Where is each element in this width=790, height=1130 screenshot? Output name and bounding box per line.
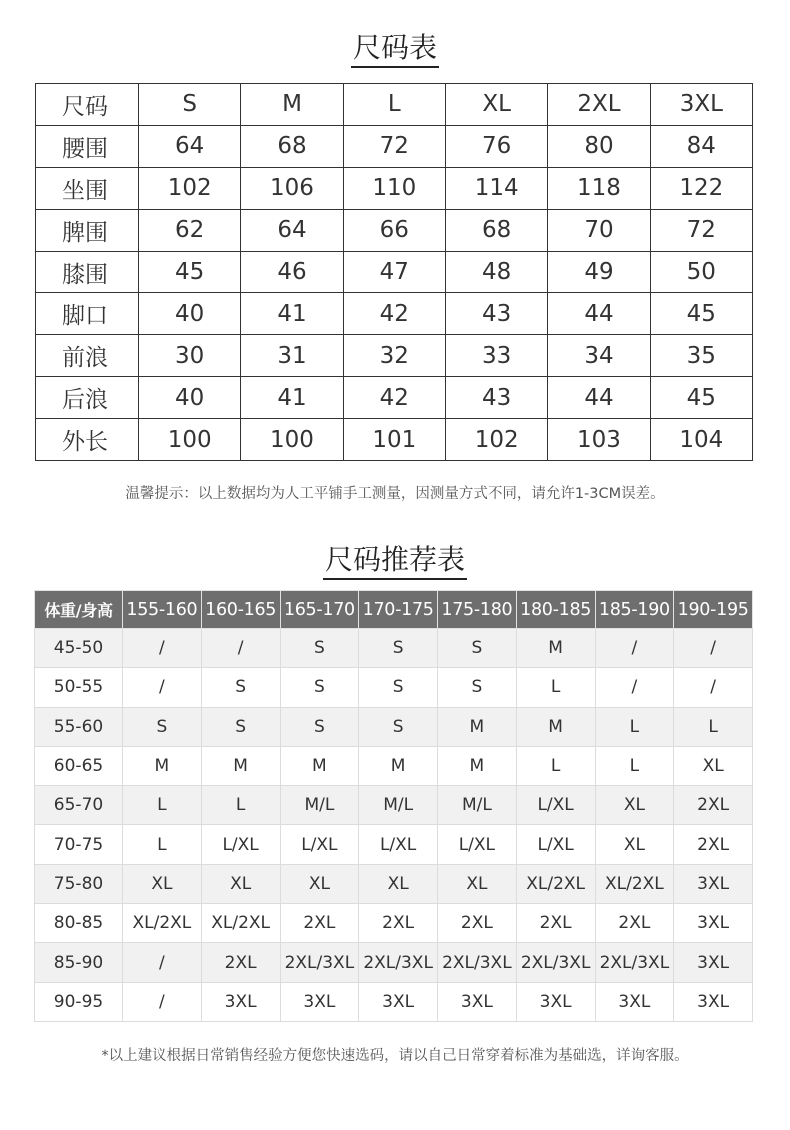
recommended-size-cell: XL — [201, 864, 280, 903]
recommended-size-cell: L/XL — [280, 825, 359, 864]
size-cell: L — [343, 84, 445, 126]
recommended-size-cell: M — [438, 707, 517, 746]
recommended-size-cell: 2XL/3XL — [595, 943, 674, 982]
recommend-row — [35, 904, 753, 943]
size-row-label: 脚口 — [36, 293, 139, 335]
recommended-size-cell: / — [674, 668, 753, 707]
recommended-size-cell: S — [280, 707, 359, 746]
measurement-note: 温馨提示：以上数据均为人工平铺手工测量，因测量方式不同，请允许1-3CM误差。 — [125, 486, 665, 502]
recommended-size-cell: S — [359, 629, 438, 668]
size-cell: 110 — [343, 167, 445, 209]
recommended-size-cell: L — [123, 825, 202, 864]
recommended-size-cell: / — [123, 668, 202, 707]
size-cell: 100 — [241, 419, 343, 461]
recommended-size-cell: S — [201, 668, 280, 707]
recommended-size-cell: 3XL — [595, 982, 674, 1021]
recommend-row — [35, 707, 753, 746]
size-cell: 34 — [548, 335, 650, 377]
size-cell: 68 — [241, 125, 343, 167]
size-row — [36, 419, 753, 461]
size-row-label: 膝围 — [36, 251, 139, 293]
recommended-size-cell: M — [123, 746, 202, 785]
size-row-label: 脾围 — [36, 209, 139, 251]
recommended-size-cell: S — [201, 707, 280, 746]
size-chart-title — [0, 26, 790, 66]
recommend-row — [35, 943, 753, 982]
weight-range-label: 85-90 — [35, 943, 123, 982]
size-cell: 118 — [548, 167, 650, 209]
size-cell: 40 — [139, 377, 241, 419]
size-cell: 2XL — [548, 84, 650, 126]
size-cell: 114 — [445, 167, 547, 209]
recommended-size-cell: 3XL — [280, 982, 359, 1021]
size-cell: 44 — [548, 293, 650, 335]
size-cell: 100 — [139, 419, 241, 461]
recommended-size-cell: L — [595, 746, 674, 785]
recommended-size-cell: S — [438, 629, 517, 668]
recommended-size-cell: L — [595, 707, 674, 746]
size-row — [36, 335, 753, 377]
recommended-size-cell: 3XL — [438, 982, 517, 1021]
recommended-size-cell: M/L — [438, 786, 517, 825]
recommended-size-cell: S — [359, 668, 438, 707]
recommended-size-cell: M — [438, 746, 517, 785]
height-range-header: 155-160 — [123, 591, 202, 629]
weight-range-label: 65-70 — [35, 786, 123, 825]
height-range-header: 175-180 — [438, 591, 517, 629]
weight-range-label: 50-55 — [35, 668, 123, 707]
size-cell: 45 — [650, 377, 752, 419]
recommended-size-cell: XL — [359, 864, 438, 903]
height-range-header: 160-165 — [201, 591, 280, 629]
recommended-size-cell: / — [595, 629, 674, 668]
size-cell: 70 — [548, 209, 650, 251]
recommended-size-cell: L/XL — [201, 825, 280, 864]
recommended-size-cell: 2XL — [280, 904, 359, 943]
recommended-size-cell: 2XL — [516, 904, 595, 943]
size-cell: 80 — [548, 125, 650, 167]
size-cell: 33 — [445, 335, 547, 377]
height-range-header: 190-195 — [674, 591, 753, 629]
recommend-row — [35, 746, 753, 785]
size-cell: 46 — [241, 251, 343, 293]
size-chart-table — [35, 83, 753, 461]
recommended-size-cell: XL — [595, 825, 674, 864]
size-cell: 43 — [445, 293, 547, 335]
size-cell: 45 — [139, 251, 241, 293]
size-cell: 44 — [548, 377, 650, 419]
recommended-size-cell: L/XL — [359, 825, 438, 864]
recommended-size-cell: S — [280, 629, 359, 668]
recommended-size-cell: XL/2XL — [595, 864, 674, 903]
recommended-size-cell: L — [516, 668, 595, 707]
recommended-size-cell: 3XL — [201, 982, 280, 1021]
size-cell: 103 — [548, 419, 650, 461]
size-cell: 68 — [445, 209, 547, 251]
recommended-size-cell: XL — [674, 746, 753, 785]
height-range-header: 165-170 — [280, 591, 359, 629]
recommend-row — [35, 825, 753, 864]
recommended-size-cell: 3XL — [359, 982, 438, 1021]
recommend-row — [35, 786, 753, 825]
height-range-header: 185-190 — [595, 591, 674, 629]
size-cell: 41 — [241, 377, 343, 419]
size-row — [36, 251, 753, 293]
recommended-size-cell: 2XL/3XL — [438, 943, 517, 982]
size-cell: 43 — [445, 377, 547, 419]
size-cell: 101 — [343, 419, 445, 461]
recommend-row — [35, 629, 753, 668]
size-cell: 32 — [343, 335, 445, 377]
recommended-size-cell: XL/2XL — [201, 904, 280, 943]
recommended-size-cell: M — [280, 746, 359, 785]
recommended-size-cell: 2XL — [595, 904, 674, 943]
size-cell: 45 — [650, 293, 752, 335]
recommended-size-cell: / — [123, 982, 202, 1021]
size-chart-title-text: 尺码表 — [351, 31, 439, 68]
recommended-size-cell: L/XL — [516, 786, 595, 825]
size-cell: 102 — [445, 419, 547, 461]
recommended-size-cell: 3XL — [674, 864, 753, 903]
weight-range-label: 45-50 — [35, 629, 123, 668]
recommend-chart-title-text: 尺码推荐表 — [323, 543, 467, 580]
recommended-size-cell: 2XL — [438, 904, 517, 943]
recommended-size-cell: / — [123, 943, 202, 982]
weight-range-label: 55-60 — [35, 707, 123, 746]
recommended-size-cell: 2XL — [674, 786, 753, 825]
size-row — [36, 167, 753, 209]
size-cell: 76 — [445, 125, 547, 167]
size-cell: 72 — [343, 125, 445, 167]
size-row-label: 坐围 — [36, 167, 139, 209]
recommend-row — [35, 668, 753, 707]
weight-height-header: 体重/身高 — [35, 591, 123, 629]
recommended-size-cell: M — [201, 746, 280, 785]
height-range-header: 170-175 — [359, 591, 438, 629]
recommended-size-cell: L — [674, 707, 753, 746]
recommended-size-cell: 2XL — [674, 825, 753, 864]
recommended-size-cell: 2XL — [359, 904, 438, 943]
recommended-size-cell: L — [516, 746, 595, 785]
size-row — [36, 125, 753, 167]
weight-range-label: 80-85 — [35, 904, 123, 943]
recommended-size-cell: XL/2XL — [123, 904, 202, 943]
size-cell: 62 — [139, 209, 241, 251]
size-cell: 47 — [343, 251, 445, 293]
recommend-header-row — [35, 591, 753, 629]
recommended-size-cell: L — [201, 786, 280, 825]
recommended-size-cell: XL/2XL — [516, 864, 595, 903]
size-row-label: 后浪 — [36, 377, 139, 419]
recommend-row — [35, 864, 753, 903]
recommended-size-cell: M — [359, 746, 438, 785]
weight-range-label: 70-75 — [35, 825, 123, 864]
size-cell: 64 — [241, 209, 343, 251]
size-row — [36, 209, 753, 251]
size-cell: 3XL — [650, 84, 752, 126]
recommended-size-cell: / — [201, 629, 280, 668]
recommended-size-cell: L/XL — [438, 825, 517, 864]
recommended-size-cell: 3XL — [674, 943, 753, 982]
size-cell: 102 — [139, 167, 241, 209]
size-cell: 49 — [548, 251, 650, 293]
size-cell: 104 — [650, 419, 752, 461]
recommended-size-cell: S — [123, 707, 202, 746]
size-row-label: 外长 — [36, 419, 139, 461]
size-row — [36, 377, 753, 419]
recommended-size-cell: S — [438, 668, 517, 707]
recommend-chart-title — [0, 538, 790, 578]
size-cell: 106 — [241, 167, 343, 209]
size-cell: 66 — [343, 209, 445, 251]
recommended-size-cell: M/L — [280, 786, 359, 825]
size-cell: 84 — [650, 125, 752, 167]
recommended-size-cell: L — [123, 786, 202, 825]
recommended-size-cell: 2XL/3XL — [516, 943, 595, 982]
recommended-size-cell: S — [280, 668, 359, 707]
recommended-size-cell: 2XL/3XL — [280, 943, 359, 982]
weight-range-label: 60-65 — [35, 746, 123, 785]
recommended-size-cell: L/XL — [516, 825, 595, 864]
size-cell: 30 — [139, 335, 241, 377]
size-header-row — [36, 84, 753, 126]
weight-range-label: 75-80 — [35, 864, 123, 903]
size-row-label: 尺码 — [36, 84, 139, 126]
recommended-size-cell: 2XL/3XL — [359, 943, 438, 982]
recommended-size-cell: XL — [280, 864, 359, 903]
size-row-label: 前浪 — [36, 335, 139, 377]
recommended-size-cell: 3XL — [674, 904, 753, 943]
recommended-size-cell: / — [674, 629, 753, 668]
size-cell: 122 — [650, 167, 752, 209]
recommended-size-cell: S — [359, 707, 438, 746]
recommended-size-cell: / — [123, 629, 202, 668]
recommend-note: *以上建议根据日常销售经验方便您快速选码，请以自己日常穿着标准为基础选，详询客服。 — [101, 1048, 689, 1064]
recommended-size-cell: / — [595, 668, 674, 707]
recommend-row — [35, 982, 753, 1021]
recommended-size-cell: M/L — [359, 786, 438, 825]
size-cell: 40 — [139, 293, 241, 335]
size-cell: 50 — [650, 251, 752, 293]
size-cell: 41 — [241, 293, 343, 335]
height-range-header: 180-185 — [516, 591, 595, 629]
size-cell: S — [139, 84, 241, 126]
size-cell: XL — [445, 84, 547, 126]
size-cell: 72 — [650, 209, 752, 251]
size-row-label: 腰围 — [36, 125, 139, 167]
size-cell: 42 — [343, 293, 445, 335]
size-cell: 64 — [139, 125, 241, 167]
size-cell: 48 — [445, 251, 547, 293]
recommend-chart-table — [34, 590, 753, 1022]
recommended-size-cell: M — [516, 629, 595, 668]
recommended-size-cell: XL — [438, 864, 517, 903]
size-row — [36, 293, 753, 335]
size-cell: 42 — [343, 377, 445, 419]
recommended-size-cell: XL — [595, 786, 674, 825]
weight-range-label: 90-95 — [35, 982, 123, 1021]
size-cell: 35 — [650, 335, 752, 377]
recommended-size-cell: 3XL — [674, 982, 753, 1021]
size-cell: 31 — [241, 335, 343, 377]
recommended-size-cell: XL — [123, 864, 202, 903]
recommended-size-cell: M — [516, 707, 595, 746]
recommended-size-cell: 2XL — [201, 943, 280, 982]
recommended-size-cell: 3XL — [516, 982, 595, 1021]
size-cell: M — [241, 84, 343, 126]
